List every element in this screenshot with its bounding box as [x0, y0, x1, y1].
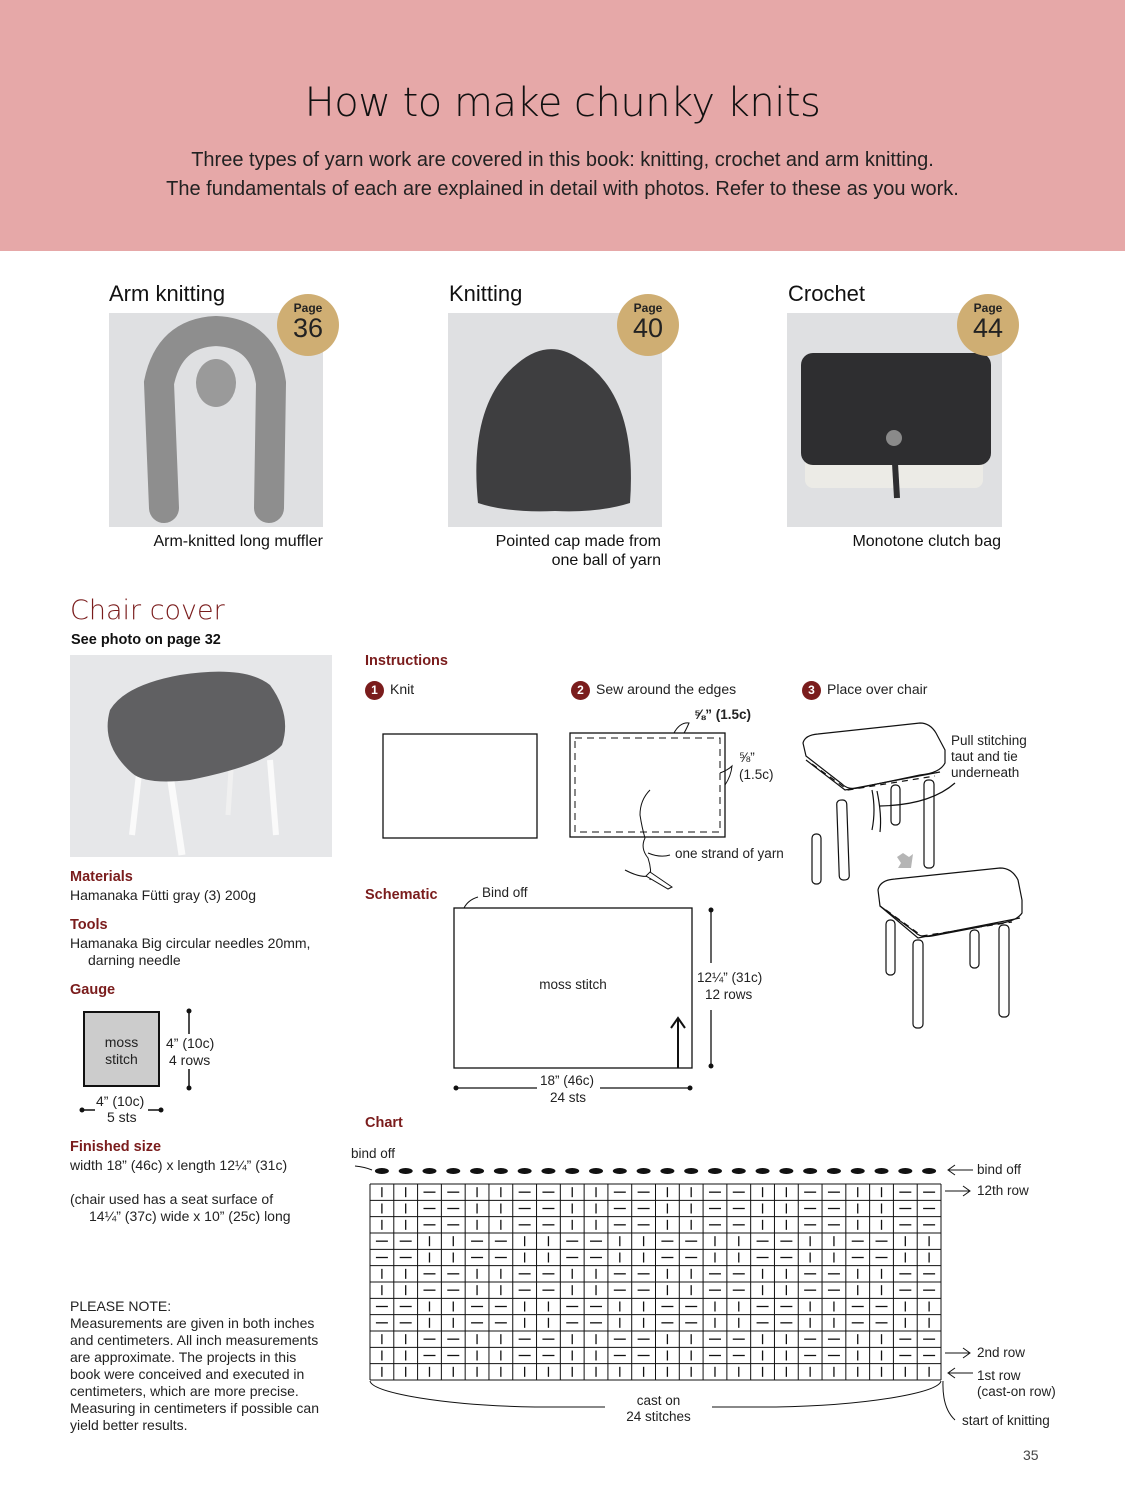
arrow-left-icon: [948, 1368, 973, 1378]
step-3: [802, 681, 927, 700]
bind-off-mark: [589, 1168, 603, 1174]
pull-note-line-1: Pull stitching: [951, 733, 1027, 748]
stool-illustration: [70, 655, 332, 857]
step-label-2: Sew around the edges: [596, 681, 737, 698]
bind-off-mark: [732, 1168, 746, 1174]
bind-off-mark: [875, 1168, 889, 1174]
step-1: [365, 681, 414, 700]
page-number: 35: [1023, 1447, 1039, 1463]
badge-label: Page: [973, 301, 1003, 315]
bind-off-mark: [637, 1168, 651, 1174]
page-badge-40[interactable]: [617, 294, 679, 356]
photo-chair-cover: [70, 655, 332, 857]
bind-off-mark: [922, 1168, 936, 1174]
caption-knitting: [440, 532, 661, 570]
arrow-down-icon: [897, 853, 913, 868]
arrow-right-icon: [945, 1348, 970, 1358]
bind-off-mark: [827, 1168, 841, 1174]
pull-note-line-3: underneath: [951, 765, 1020, 780]
chart-start-label: start of knitting: [962, 1413, 1050, 1428]
caption-crochet: [780, 532, 1001, 551]
step-label-3: Place over chair: [827, 681, 928, 698]
caption-line: Arm-knitted long muffler: [153, 533, 323, 550]
chart-heading: Chart: [365, 1115, 403, 1131]
chart-bind-off-left: bind off: [351, 1146, 396, 1161]
bind-off-mark: [660, 1168, 674, 1174]
bind-off-mark: [803, 1168, 817, 1174]
section-title: Chair cover: [70, 595, 225, 626]
gauge-height-line-2: 4 rows: [169, 1052, 211, 1068]
step-number-1: 1: [365, 681, 384, 700]
gauge-swatch-line-1: moss: [104, 1034, 139, 1050]
gauge-width-line-1: 4” (10c): [96, 1093, 145, 1109]
note-line: PLEASE NOTE:: [70, 1298, 172, 1314]
note-line: are approximate. The projects in this: [70, 1349, 297, 1365]
cast-on-line-2: 24 stitches: [626, 1409, 691, 1424]
category-title-knitting: Knitting: [449, 281, 523, 306]
tools-heading: Tools: [70, 917, 108, 933]
tools-line-1: Hamanaka Big circular needles 20mm,: [70, 935, 311, 951]
gauge-heading: Gauge: [70, 982, 116, 998]
bind-off-mark: [541, 1168, 555, 1174]
seam-allowance-side-2: (1.5c): [739, 767, 774, 782]
schematic-bind-off: Bind off: [482, 885, 528, 900]
finished-size-heading: Finished size: [70, 1139, 162, 1155]
cast-on-brace-left: [370, 1381, 605, 1407]
materials-text: Hamanaka Fütti gray (3) 200g: [70, 887, 256, 903]
schematic-width-line-2: 24 sts: [550, 1090, 587, 1105]
intro-line-2: The fundamentals of each are explained in detail with photos. Refer to these as you work.: [166, 178, 959, 200]
start-pointer: [943, 1381, 955, 1420]
gauge-width-line-2: 5 sts: [107, 1109, 137, 1125]
chart-row-2-label: 2nd row: [977, 1345, 1026, 1360]
gauge-swatch-line-2: stitch: [105, 1051, 138, 1067]
note-line: and centimeters. All inch measurements: [70, 1332, 319, 1348]
needle-icon: [646, 872, 672, 889]
seam-dashes: [575, 738, 720, 832]
category-title-crochet: Crochet: [788, 281, 866, 306]
tools-line-2: darning needle: [88, 952, 181, 968]
chair-note-line-2: 14¼” (37c) wide x 10” (25c) long: [89, 1208, 291, 1224]
cast-on-line-1: cast on: [636, 1393, 681, 1408]
badge-label: Page: [633, 301, 663, 315]
intro-line-1: Three types of yarn work are covered in this book: knitting, crochet and arm knitting.: [191, 149, 934, 171]
yarn-strand: [640, 790, 651, 880]
chart-row-1-label: 1st row: [977, 1368, 1021, 1383]
arrow-left-icon: [948, 1165, 973, 1175]
badge-page-number: 40: [632, 313, 664, 343]
seam-allowance-side-1: ⅝”: [739, 750, 755, 765]
step-label-1: Knit: [390, 681, 415, 698]
bind-off-mark: [708, 1168, 722, 1174]
page-title: How to make chunky knits: [304, 80, 821, 126]
cast-on-brace-right: [712, 1381, 941, 1407]
finished-size-text: width 18” (46c) x length 12¼” (31c): [70, 1157, 288, 1173]
bind-off-mark: [851, 1168, 865, 1174]
seam-top-pointer: [674, 723, 689, 733]
badge-label: Page: [293, 301, 323, 315]
chair-note-line-1: (chair used has a seat surface of: [70, 1191, 274, 1207]
knit-piece-rect: [383, 734, 537, 838]
bind-off-mark: [518, 1168, 532, 1174]
schematic-heading: Schematic: [365, 887, 438, 903]
caption-line: Monotone clutch bag: [852, 533, 1001, 550]
schematic-height-line-1: 12¼” (31c): [697, 970, 763, 985]
schematic-center-label: moss stitch: [539, 977, 607, 992]
stitch-chart-grid: [370, 1184, 941, 1380]
bind-off-mark: [684, 1168, 698, 1174]
yarn-label: one strand of yarn: [675, 846, 784, 861]
bind-off-mark: [470, 1168, 484, 1174]
pull-note-line-2: taut and tie: [951, 749, 1018, 764]
bind-off-mark: [446, 1168, 460, 1174]
stool-after: [878, 868, 1022, 1028]
note-line: book were conceived and executed in: [70, 1366, 305, 1382]
bind-off-mark: [399, 1168, 413, 1174]
please-note: [70, 1298, 319, 1434]
badge-page-number: 44: [972, 313, 1004, 343]
caption-line: one ball of yarn: [551, 552, 661, 569]
bind-off-mark: [756, 1168, 770, 1174]
note-line: centimeters, which are more precise.: [70, 1383, 299, 1399]
page-badge-36[interactable]: [277, 294, 339, 356]
chart-annotations: [0, 0, 1, 1]
see-photo-note: See photo on page 32: [71, 632, 221, 648]
chart-row-12-label: 12th row: [977, 1183, 1029, 1198]
note-line: Measuring in centimeters if possible can: [70, 1400, 320, 1416]
materials-heading: Materials: [70, 869, 133, 885]
chart-row-1-note: (cast-on row): [977, 1384, 1056, 1399]
stool-before: [803, 723, 955, 884]
caption-line: Pointed cap made from: [495, 533, 661, 550]
seam-allowance-top: ⅝” (1.5c): [694, 707, 752, 722]
bind-off-mark: [422, 1168, 436, 1174]
gauge-height-line-1: 4” (10c): [166, 1035, 215, 1051]
bind-off-mark: [613, 1168, 627, 1174]
note-line: yield better results.: [70, 1417, 188, 1433]
seam-side-pointer: [720, 766, 732, 785]
caption-arm-knitting: [100, 532, 323, 551]
arrow-right-icon: [945, 1186, 970, 1196]
step-number-3: 3: [802, 681, 821, 700]
yarn-pointer: [648, 853, 670, 856]
chart-bind-off-right: bind off: [977, 1162, 1022, 1177]
step-2: [571, 681, 736, 700]
page-badge-44[interactable]: [957, 294, 1019, 356]
bind-off-mark: [565, 1168, 579, 1174]
note-line: Measurements are given in both inches: [70, 1315, 315, 1331]
chart-lines: [370, 1184, 941, 1380]
bind-off-mark: [494, 1168, 508, 1174]
bind-off-mark: [779, 1168, 793, 1174]
bind-off-mark: [375, 1168, 389, 1174]
step-number-2: 2: [571, 681, 590, 700]
sewn-piece-rect: [570, 733, 725, 837]
bind-off-mark: [898, 1168, 912, 1174]
category-title-arm-knitting: Arm knitting: [109, 281, 226, 306]
badge-page-number: 36: [292, 313, 324, 343]
schematic-width-line-1: 18” (46c): [540, 1073, 595, 1088]
schematic-height-line-2: 12 rows: [705, 987, 753, 1002]
instructions-heading: Instructions: [365, 653, 448, 669]
